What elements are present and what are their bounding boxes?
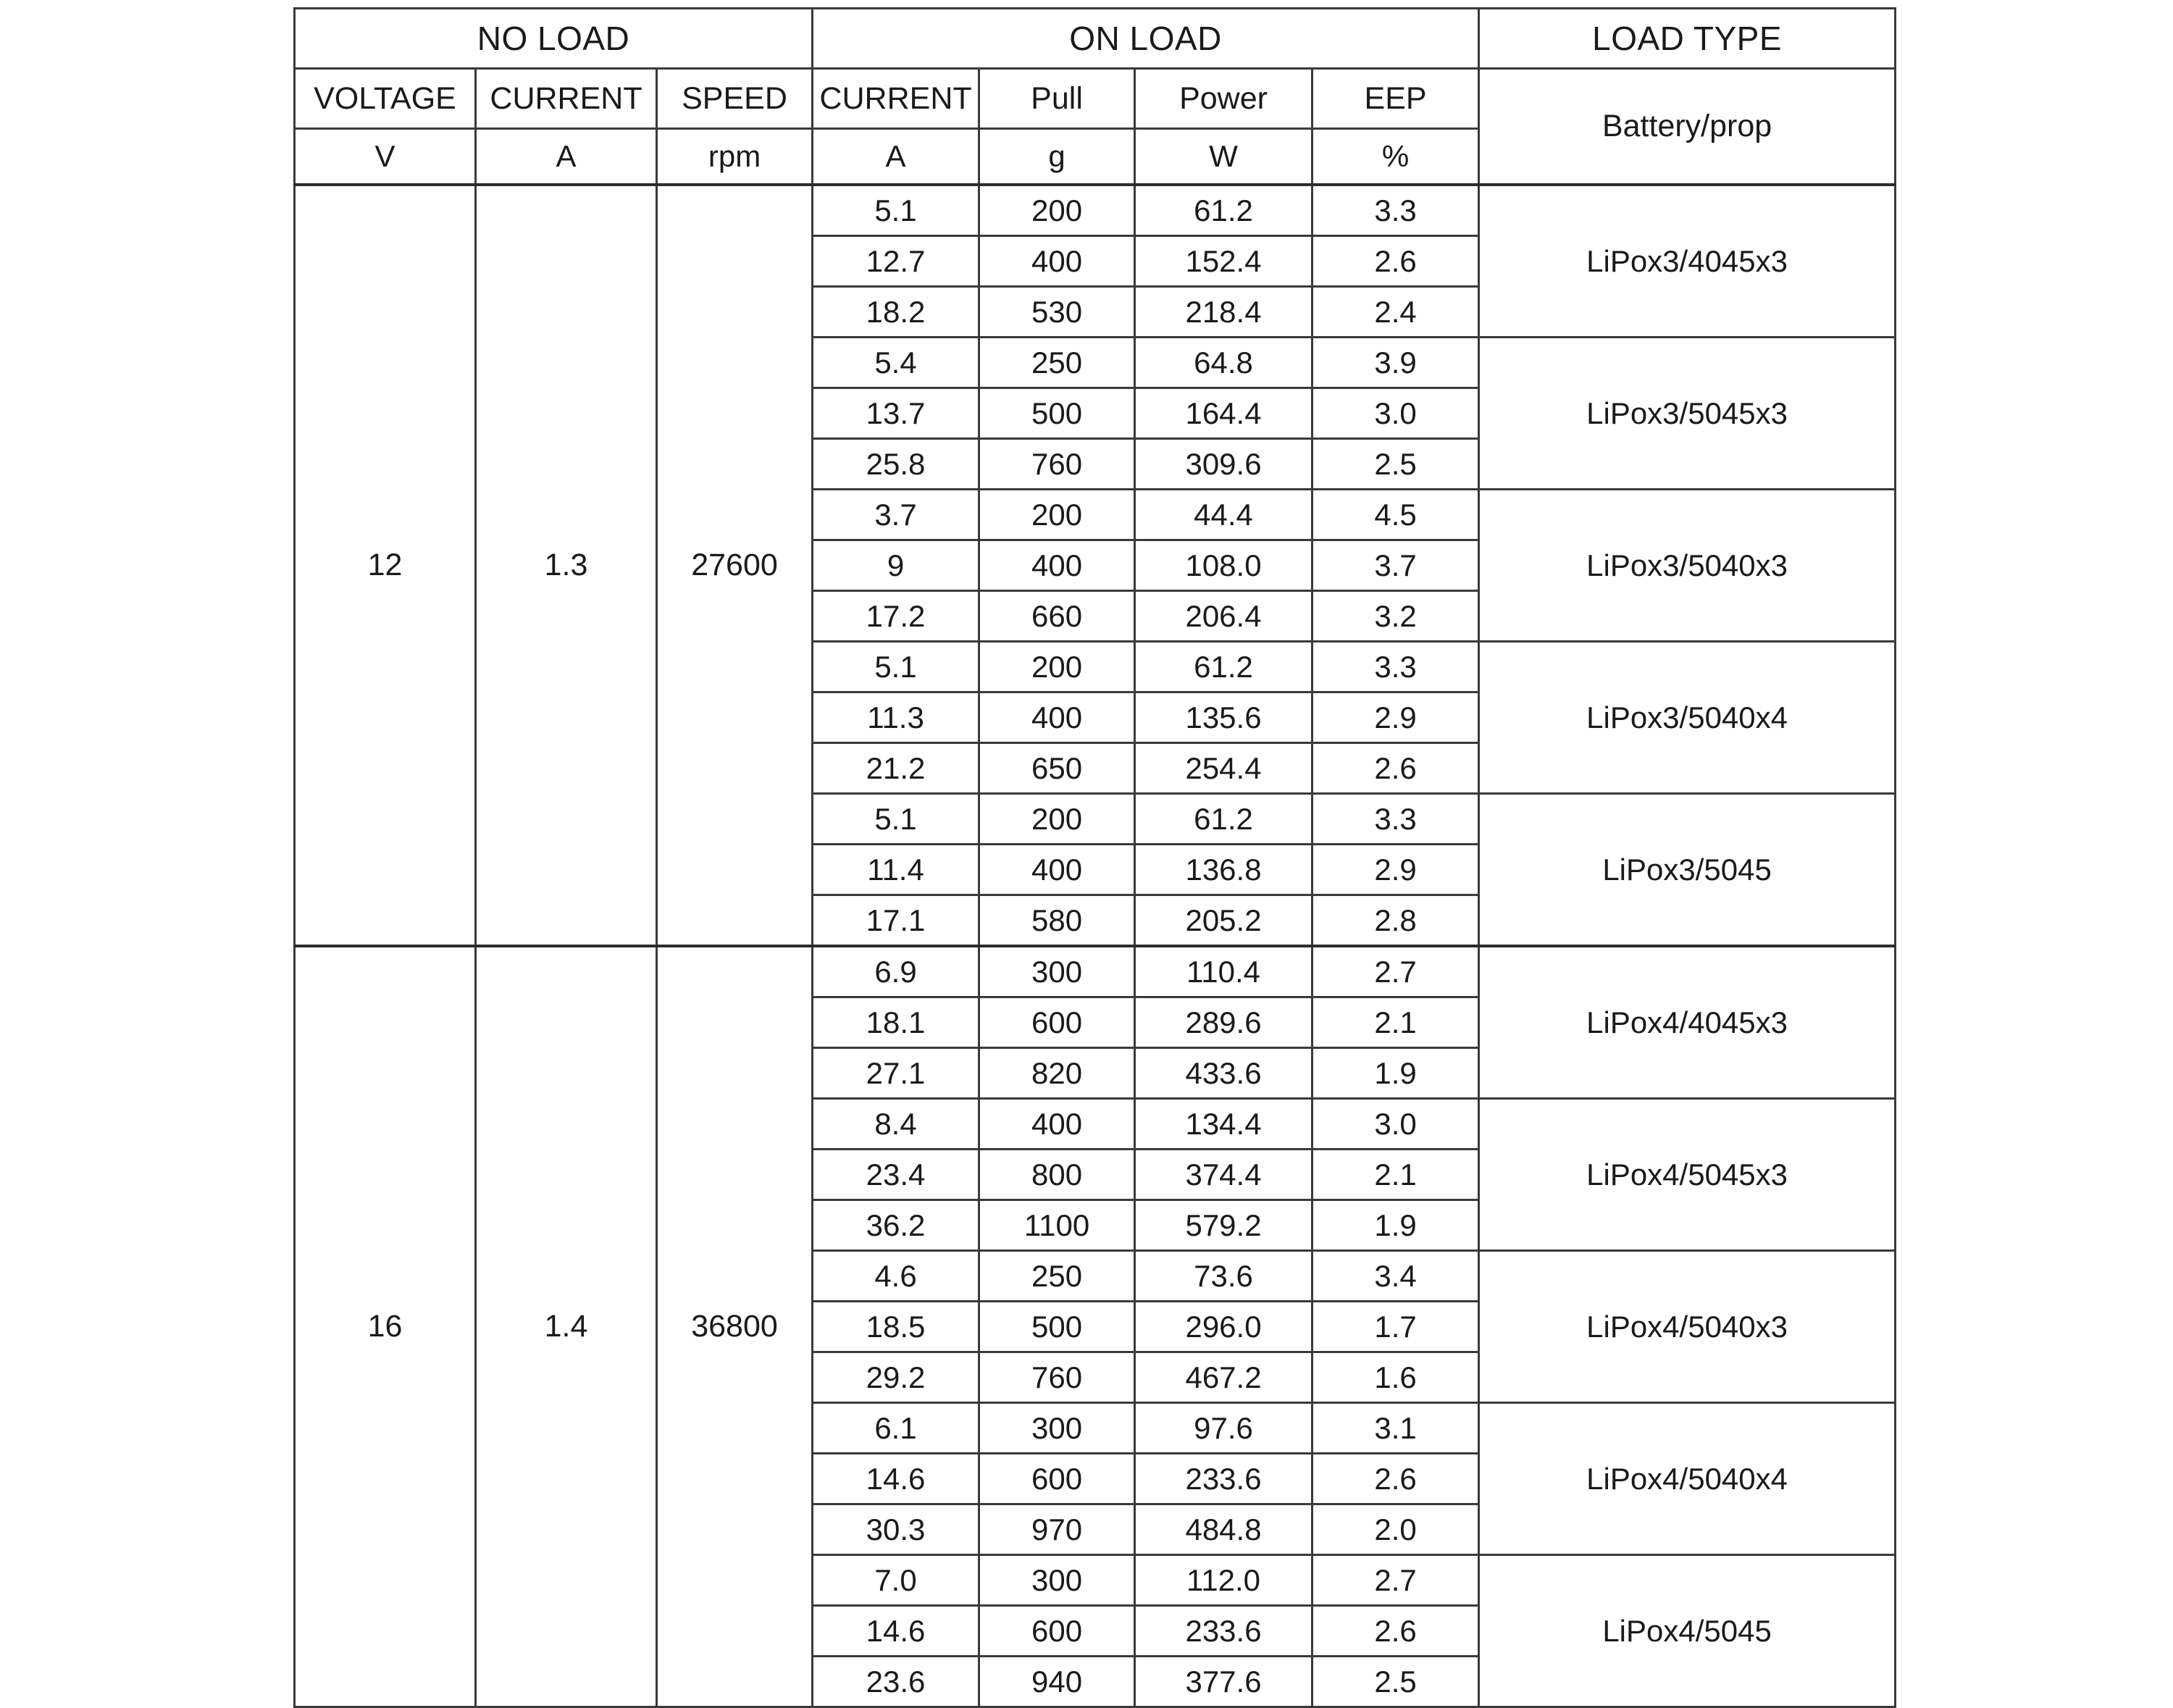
cell-pull: 800 (979, 1150, 1135, 1200)
cell-eep: 3.7 (1312, 540, 1479, 591)
cell-power: 61.2 (1135, 185, 1312, 236)
cell-pull: 580 (979, 895, 1135, 947)
cell-eep: 2.4 (1312, 287, 1479, 338)
cell-pull: 200 (979, 490, 1135, 540)
cell-pull: 940 (979, 1657, 1135, 1707)
header-row-names (295, 69, 1896, 129)
cell-eep: 2.1 (1312, 1150, 1479, 1200)
cell-load-type: LiPox3/5045 (1479, 794, 1896, 947)
table-row (295, 946, 1896, 997)
cell-load-type: LiPox3/5040x4 (1479, 642, 1896, 794)
unit-on-load-current: A (813, 129, 979, 185)
cell-pull: 200 (979, 185, 1135, 236)
cell-pull: 760 (979, 1352, 1135, 1403)
header-no-load: NO LOAD (295, 9, 813, 69)
cell-voltage: 16 (295, 946, 476, 1707)
cell-load-type: LiPox3/4045x3 (1479, 185, 1896, 338)
cell-pull: 400 (979, 236, 1135, 287)
cell-eep: 2.6 (1312, 743, 1479, 794)
cell-pull: 1100 (979, 1200, 1135, 1251)
cell-on-load-current: 5.1 (813, 794, 979, 845)
cell-power: 44.4 (1135, 490, 1312, 540)
header-voltage: VOLTAGE (295, 69, 476, 129)
unit-eep: % (1312, 129, 1479, 185)
cell-on-load-current: 5.4 (813, 338, 979, 388)
cell-pull: 250 (979, 1251, 1135, 1302)
cell-voltage: 12 (295, 185, 476, 946)
cell-pull: 650 (979, 743, 1135, 794)
cell-on-load-current: 6.1 (813, 1403, 979, 1454)
cell-on-load-current: 11.3 (813, 692, 979, 743)
cell-on-load-current: 17.1 (813, 895, 979, 947)
cell-on-load-current: 8.4 (813, 1099, 979, 1150)
cell-eep: 3.3 (1312, 794, 1479, 845)
cell-eep: 2.0 (1312, 1504, 1479, 1555)
cell-power: 97.6 (1135, 1403, 1312, 1454)
cell-pull: 200 (979, 642, 1135, 692)
cell-on-load-current: 18.2 (813, 287, 979, 338)
cell-eep: 1.9 (1312, 1048, 1479, 1099)
cell-on-load-current: 4.6 (813, 1251, 979, 1302)
cell-pull: 530 (979, 287, 1135, 338)
cell-pull: 400 (979, 845, 1135, 895)
header-load-type: LOAD TYPE (1479, 9, 1896, 69)
cell-eep: 2.6 (1312, 1454, 1479, 1504)
cell-load-type: LiPox4/5040x4 (1479, 1403, 1896, 1555)
cell-power: 254.4 (1135, 743, 1312, 794)
cell-power: 205.2 (1135, 895, 1312, 947)
unit-voltage: V (295, 129, 476, 185)
cell-on-load-current: 13.7 (813, 388, 979, 439)
cell-load-type: LiPox3/5045x3 (1479, 338, 1896, 490)
cell-pull: 820 (979, 1048, 1135, 1099)
cell-power: 289.6 (1135, 997, 1312, 1048)
cell-load-type: LiPox4/5045x3 (1479, 1099, 1896, 1251)
cell-load-type: LiPox3/5040x3 (1479, 490, 1896, 642)
header-on-load: ON LOAD (813, 9, 1479, 69)
cell-pull: 660 (979, 591, 1135, 642)
cell-pull: 500 (979, 388, 1135, 439)
cell-eep: 3.0 (1312, 1099, 1479, 1150)
cell-power: 484.8 (1135, 1504, 1312, 1555)
table-body (295, 185, 1896, 1707)
header-row-groups (295, 9, 1896, 69)
cell-power: 309.6 (1135, 439, 1312, 490)
cell-power: 152.4 (1135, 236, 1312, 287)
unit-power: W (1135, 129, 1312, 185)
cell-eep: 3.3 (1312, 185, 1479, 236)
cell-on-load-current: 5.1 (813, 185, 979, 236)
cell-no-load-current: 1.4 (476, 946, 657, 1707)
cell-pull: 250 (979, 338, 1135, 388)
cell-pull: 600 (979, 1606, 1135, 1657)
cell-on-load-current: 23.6 (813, 1657, 979, 1707)
cell-pull: 600 (979, 1454, 1135, 1504)
cell-eep: 3.4 (1312, 1251, 1479, 1302)
cell-pull: 400 (979, 1099, 1135, 1150)
cell-power: 377.6 (1135, 1657, 1312, 1707)
cell-pull: 970 (979, 1504, 1135, 1555)
cell-power: 579.2 (1135, 1200, 1312, 1251)
cell-on-load-current: 14.6 (813, 1454, 979, 1504)
cell-load-type: LiPox4/5045 (1479, 1555, 1896, 1707)
header-no-load-current: CURRENT (476, 69, 657, 129)
cell-eep: 2.5 (1312, 1657, 1479, 1707)
cell-on-load-current: 7.0 (813, 1555, 979, 1606)
cell-eep: 2.6 (1312, 1606, 1479, 1657)
cell-pull: 300 (979, 1555, 1135, 1606)
cell-no-load-current: 1.3 (476, 185, 657, 946)
table-header (295, 9, 1896, 185)
cell-on-load-current: 6.9 (813, 946, 979, 997)
cell-pull: 200 (979, 794, 1135, 845)
cell-power: 218.4 (1135, 287, 1312, 338)
cell-eep: 2.8 (1312, 895, 1479, 947)
header-power: Power (1135, 69, 1312, 129)
motor-performance-table (293, 7, 1896, 1708)
cell-on-load-current: 17.2 (813, 591, 979, 642)
table-row (295, 185, 1896, 236)
cell-on-load-current: 29.2 (813, 1352, 979, 1403)
cell-eep: 4.5 (1312, 490, 1479, 540)
cell-eep: 2.9 (1312, 845, 1479, 895)
header-pull: Pull (979, 69, 1135, 129)
cell-on-load-current: 3.7 (813, 490, 979, 540)
cell-on-load-current: 21.2 (813, 743, 979, 794)
cell-eep: 2.6 (1312, 236, 1479, 287)
cell-eep: 1.7 (1312, 1302, 1479, 1352)
cell-on-load-current: 18.5 (813, 1302, 979, 1352)
cell-pull: 600 (979, 997, 1135, 1048)
cell-eep: 2.7 (1312, 946, 1479, 997)
cell-on-load-current: 23.4 (813, 1150, 979, 1200)
cell-eep: 2.9 (1312, 692, 1479, 743)
spec-sheet (293, 7, 1894, 1708)
cell-eep: 3.0 (1312, 388, 1479, 439)
cell-eep: 2.7 (1312, 1555, 1479, 1606)
cell-on-load-current: 27.1 (813, 1048, 979, 1099)
cell-load-type: LiPox4/5040x3 (1479, 1251, 1896, 1403)
cell-eep: 3.1 (1312, 1403, 1479, 1454)
cell-power: 296.0 (1135, 1302, 1312, 1352)
cell-power: 64.8 (1135, 338, 1312, 388)
cell-power: 136.8 (1135, 845, 1312, 895)
cell-speed: 27600 (657, 185, 813, 946)
cell-power: 467.2 (1135, 1352, 1312, 1403)
cell-speed: 36800 (657, 946, 813, 1707)
cell-on-load-current: 12.7 (813, 236, 979, 287)
cell-power: 206.4 (1135, 591, 1312, 642)
unit-pull: g (979, 129, 1135, 185)
cell-on-load-current: 36.2 (813, 1200, 979, 1251)
cell-power: 134.4 (1135, 1099, 1312, 1150)
unit-no-load-current: A (476, 129, 657, 185)
cell-power: 108.0 (1135, 540, 1312, 591)
cell-eep: 1.6 (1312, 1352, 1479, 1403)
cell-pull: 300 (979, 1403, 1135, 1454)
cell-pull: 300 (979, 946, 1135, 997)
cell-on-load-current: 25.8 (813, 439, 979, 490)
cell-on-load-current: 14.6 (813, 1606, 979, 1657)
unit-speed: rpm (657, 129, 813, 185)
cell-power: 233.6 (1135, 1606, 1312, 1657)
cell-load-type: LiPox4/4045x3 (1479, 946, 1896, 1099)
cell-on-load-current: 11.4 (813, 845, 979, 895)
cell-on-load-current: 18.1 (813, 997, 979, 1048)
cell-on-load-current: 9 (813, 540, 979, 591)
header-on-load-current: CURRENT (813, 69, 979, 129)
cell-pull: 400 (979, 540, 1135, 591)
cell-eep: 3.9 (1312, 338, 1479, 388)
cell-eep: 2.1 (1312, 997, 1479, 1048)
cell-power: 135.6 (1135, 692, 1312, 743)
cell-power: 112.0 (1135, 1555, 1312, 1606)
cell-eep: 3.3 (1312, 642, 1479, 692)
cell-power: 61.2 (1135, 794, 1312, 845)
cell-power: 433.6 (1135, 1048, 1312, 1099)
cell-pull: 760 (979, 439, 1135, 490)
cell-power: 73.6 (1135, 1251, 1312, 1302)
cell-power: 110.4 (1135, 946, 1312, 997)
cell-power: 374.4 (1135, 1150, 1312, 1200)
header-eep: EEP (1312, 69, 1479, 129)
cell-eep: 1.9 (1312, 1200, 1479, 1251)
cell-eep: 2.5 (1312, 439, 1479, 490)
header-speed: SPEED (657, 69, 813, 129)
cell-on-load-current: 30.3 (813, 1504, 979, 1555)
cell-eep: 3.2 (1312, 591, 1479, 642)
header-battery-prop: Battery/prop (1479, 69, 1896, 185)
cell-power: 164.4 (1135, 388, 1312, 439)
cell-pull: 400 (979, 692, 1135, 743)
cell-pull: 500 (979, 1302, 1135, 1352)
cell-power: 61.2 (1135, 642, 1312, 692)
cell-on-load-current: 5.1 (813, 642, 979, 692)
cell-power: 233.6 (1135, 1454, 1312, 1504)
